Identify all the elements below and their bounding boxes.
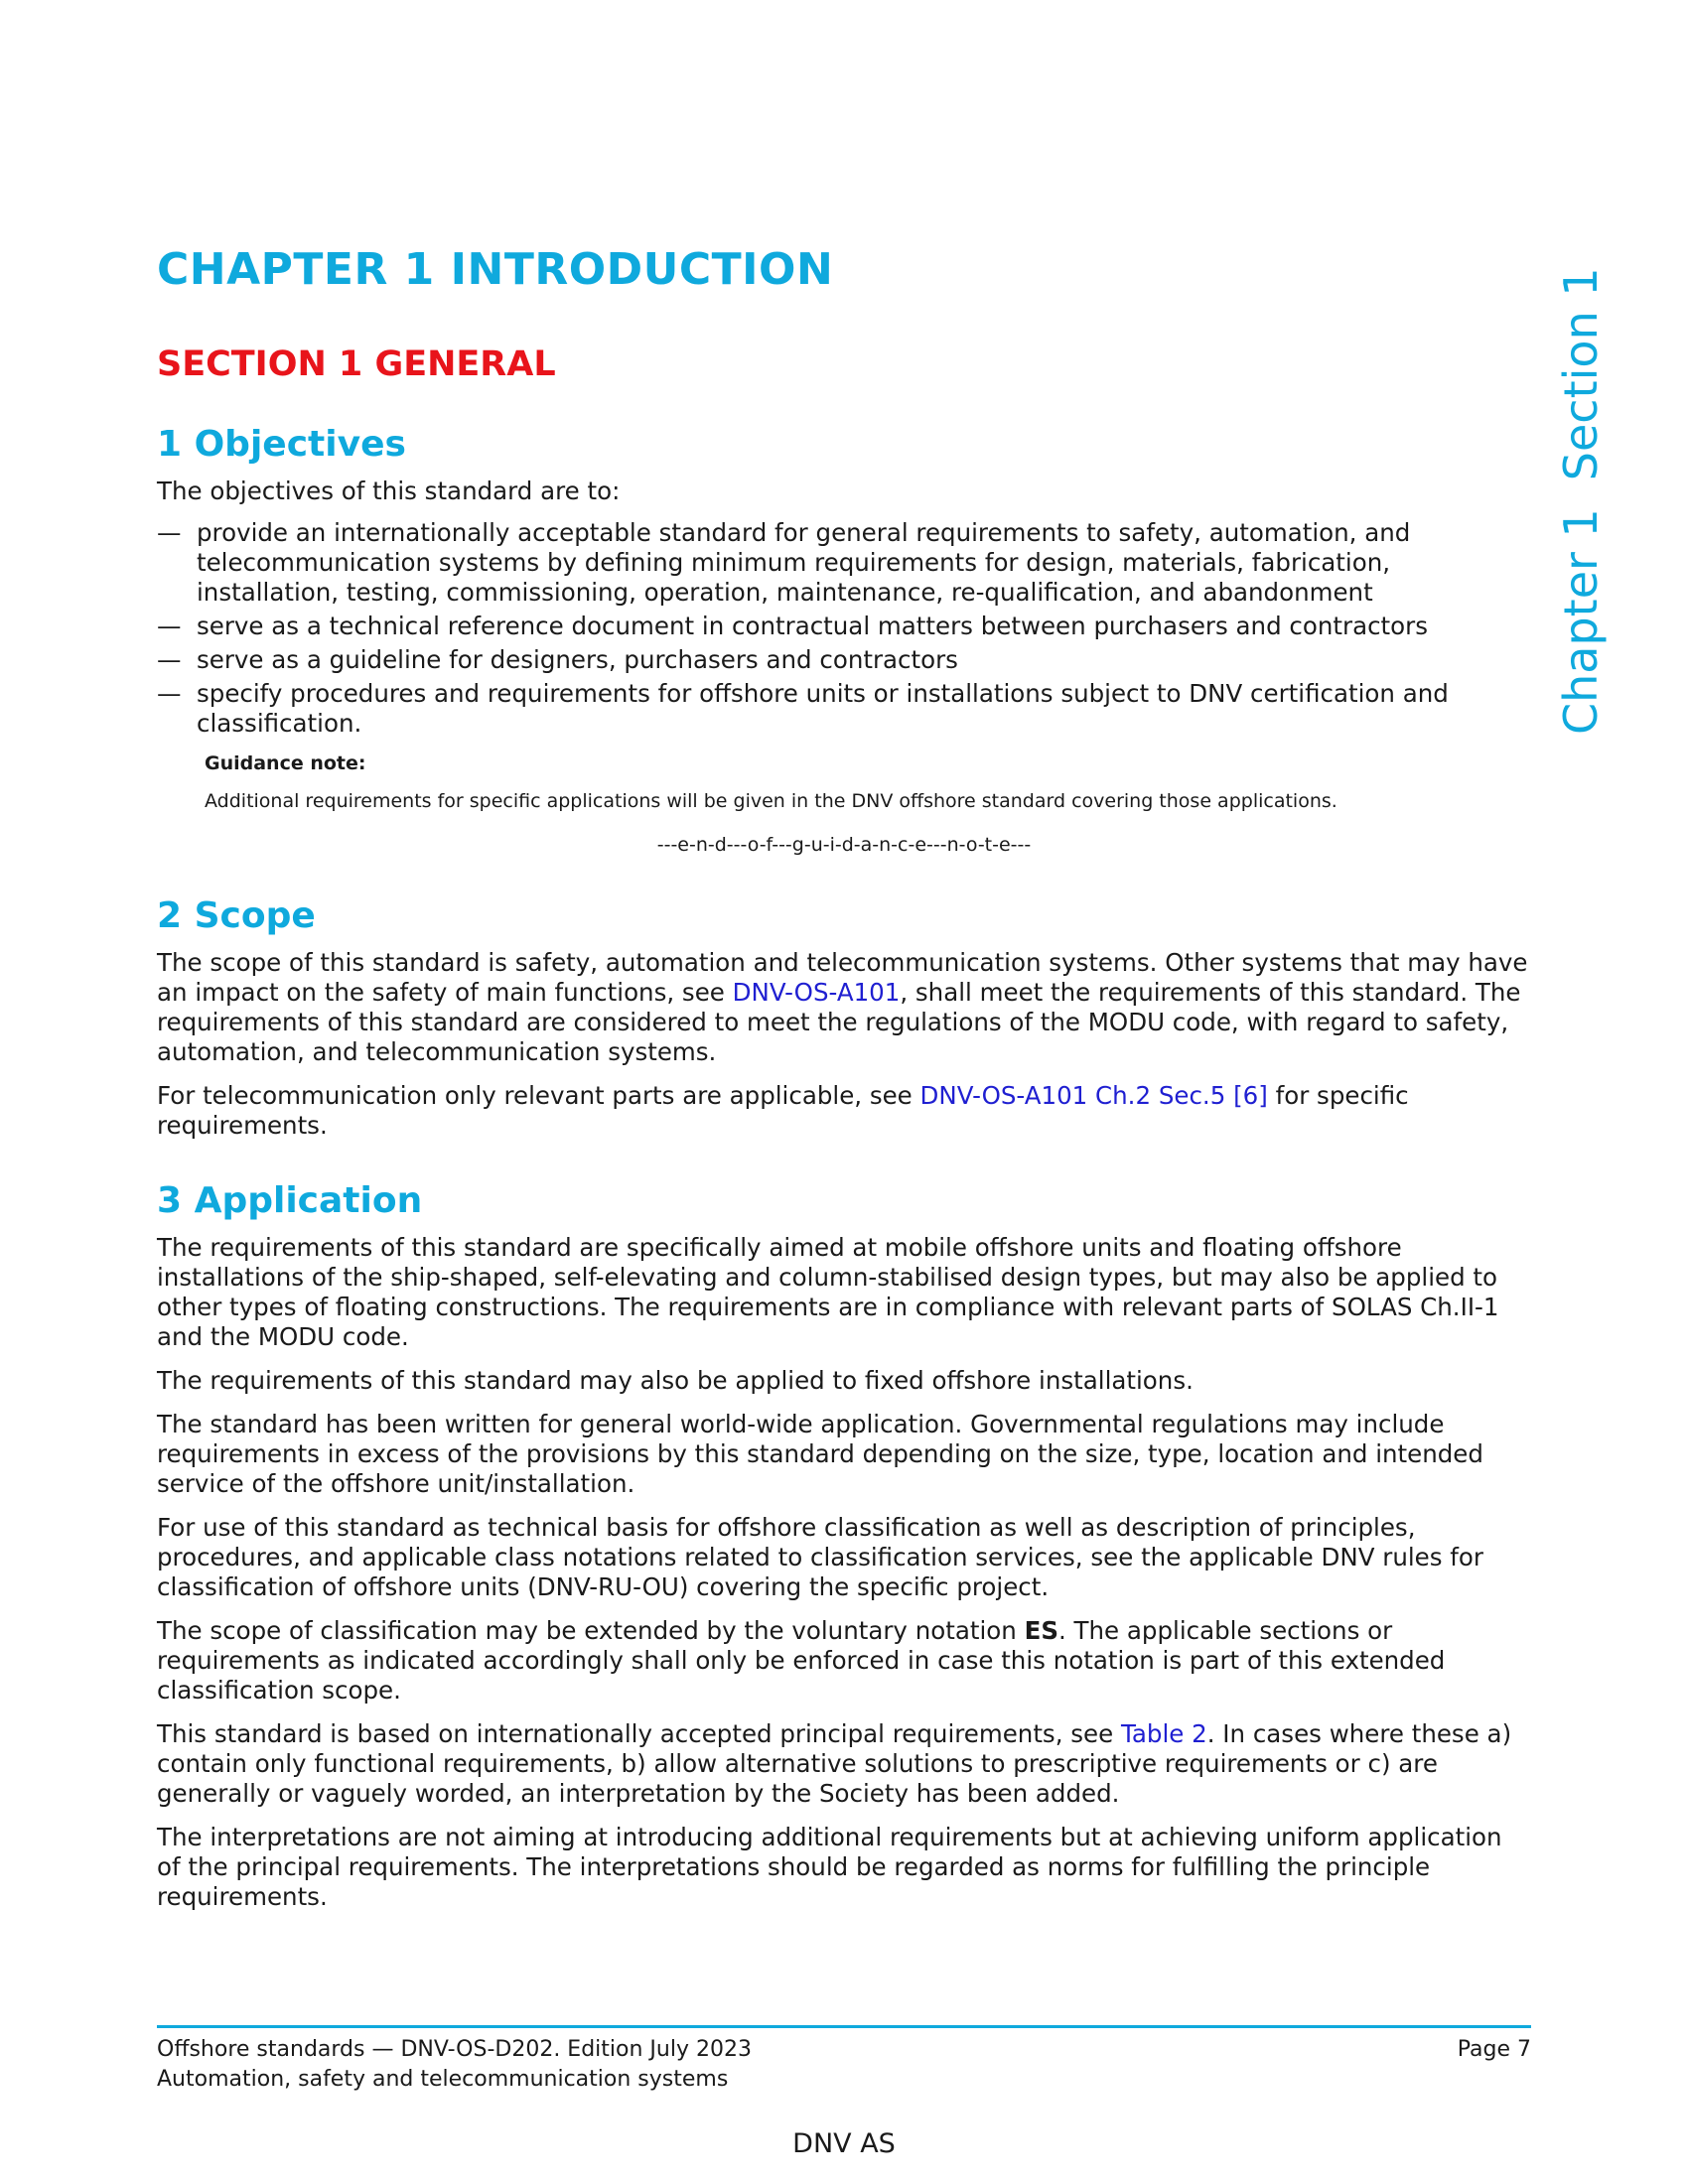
objectives-intro: The objectives of this standard are to: [157,477,621,505]
page-number: Page 7 [1457,2037,1531,2062]
guidance-note-text: Additional requirements for specific applications will be given in the DNV offshore standard covering those applications. [205,790,1337,812]
es-notation: ES [1024,1616,1058,1645]
page-footer [157,2035,1531,2095]
list-item: — serve as a guideline for designers, purchasers and contractors [157,645,1531,675]
application-p6-text-b: . In cases where these a) contain only functional requirements, b) allow alternative solutions to prescriptive requirements or c) are generally or vaguely worded, an interpretation by the Society has been added. [157,1719,1512,1808]
application-p5-text-b: . The applicable sections or requirements as indicated accordingly shall only be enforced in case this notation is part of this extended classification scope. [157,1616,1446,1705]
application-heading: 3 Application [157,1180,423,1221]
objectives-list [157,518,1531,739]
scope-p2-text-b: for specific requirements. [157,1081,1409,1140]
scope-paragraph-1 [157,948,1531,1067]
application-p5-text-a: The scope of classification may be extended by the voluntary notation [157,1616,1025,1645]
application-paragraph-4: For use of this standard as technical basis for offshore classification as well as description of principles, procedures, and applicable class notations related to classification services, see the applicable DNV rules for classification of offshore units (DNV-RU-OU) covering the specific project. [157,1513,1483,1601]
document-body [157,244,1531,1912]
list-item: — provide an internationally acceptable standard for general requirements to safety, automation, and telecommunication systems by defining minimum requirements for design, materials, fabrication, installation, testing, commissioning, operation, maintenance, re-qualification, and abandonment [157,518,1531,608]
scope-p1-text-b: , shall meet the requirements of this standard. The requirements of this standard are considered to meet the regulations of the MODU code, with regard to safety, automation, and telecommunication systems. [157,978,1521,1066]
list-item: — specify procedures and requirements for offshore units or installations subject to DNV certification and classification. [157,679,1531,739]
guidance-note-end: ---e-n-d---o-f---g-u-i-d-a-n-c-e---n-o-t-e--- [656,834,1032,856]
footer-standard-title: Offshore standards — DNV-OS-D202. Edition July 2023 [157,2037,752,2062]
list-item: — serve as a technical reference document in contractual matters between purchasers and contractors [157,612,1531,641]
chapter-title: CHAPTER 1 INTRODUCTION [157,244,834,295]
guidance-note-title: Guidance note: [205,752,366,774]
table-2-link[interactable]: Table 2 [1120,1719,1207,1748]
application-paragraph-7: The interpretations are not aiming at introducing additional requirements but at achieving uniform application of the principal requirements. The interpretations should be regarded as norms for fulfilling the principle requirements. [157,1823,1502,1911]
section-title: SECTION 1 GENERAL [157,344,556,384]
dnv-os-a101-link[interactable]: DNV-OS-A101 [732,978,901,1007]
application-p6-text-a: This standard is based on internationally accepted principal requirements, see [157,1719,1121,1748]
chapter-section-side-label [1554,267,1614,735]
scope-heading: 2 Scope [157,895,316,936]
application-paragraph-3: The standard has been written for general world-wide application. Governmental regulations may include requirements in excess of the provisions by this standard depending on the size, type, location and intended service of the offshore unit/installation. [157,1410,1483,1498]
scope-paragraph-2 [157,1081,1531,1141]
side-label-chapter: Chapter 1 [1554,508,1608,735]
company-name: DNV AS [792,2128,896,2159]
application-paragraph-5 [157,1616,1531,1706]
footer-divider [157,2025,1531,2028]
dnv-os-a101-ch2-sec5-link[interactable]: DNV-OS-A101 Ch.2 Sec.5 [6] [919,1081,1268,1110]
scope-p1-text-a: The scope of this standard is safety, automation and telecommunication systems. Other systems that may have an impact on the safety of main functions, see [157,948,1528,1007]
application-paragraph-1: The requirements of this standard are specifically aimed at mobile offshore units and floating offshore installations of the ship-shaped, self-elevating and column-stabilised design types, but may also be applied to other types of floating constructions. The requirements are in compliance with relevant parts of SOLAS Ch.II-1 and the MODU code. [157,1233,1499,1351]
application-paragraph-2: The requirements of this standard may also be applied to fixed offshore installations. [157,1366,1194,1395]
scope-p2-text-a: For telecommunication only relevant parts are applicable, see [157,1081,920,1110]
guidance-note [205,752,1531,812]
application-paragraph-6 [157,1719,1531,1809]
side-label-section: Section 1 [1554,267,1608,481]
footer-subtitle: Automation, safety and telecommunication systems [157,2067,729,2092]
objectives-heading: 1 Objectives [157,424,406,465]
